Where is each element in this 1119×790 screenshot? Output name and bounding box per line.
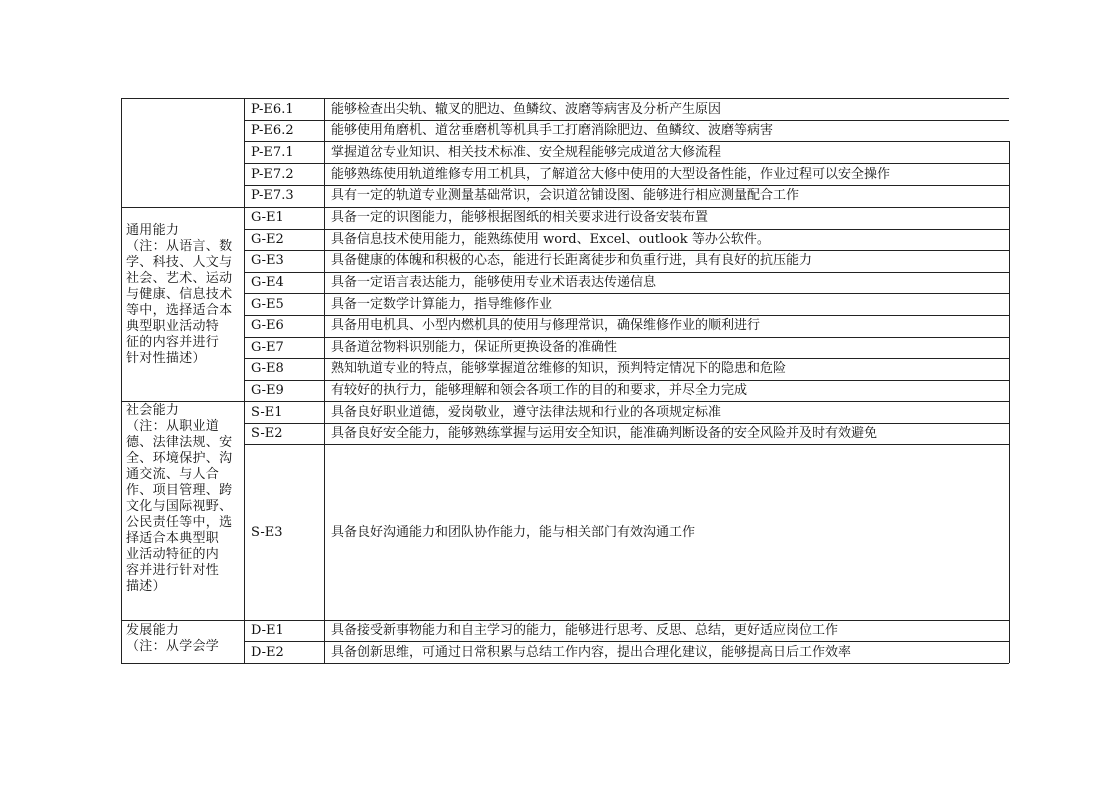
desc-cell: 具备信息技术使用能力，能熟练使用 word、Excel、outlook 等办公软件。: [331, 232, 770, 247]
code-cell: G-E2: [251, 232, 284, 247]
code-cell: G-E4: [251, 275, 284, 290]
code-cell: G-E9: [251, 383, 284, 398]
desc-cell: 具备道岔物料识别能力，保证所更换设备的准确性: [331, 340, 618, 355]
desc-cell: 熟知轨道专业的特点，能够掌握道岔维修的知识，预判特定情况下的隐患和危险: [331, 361, 787, 376]
code-cell: P-E7.3: [251, 188, 294, 203]
category-general: 通用能力 （注：从语言、数 学、科技、人文与 社会、艺术、运动 与健康、信息技术 等中，选择适合本 典型职业活动特 征的内容并进行 针对性描述）: [126, 223, 233, 366]
code-cell: G-E7: [251, 340, 284, 355]
desc-cell: 具备一定语言表达能力，能够使用专业术语表达传递信息: [331, 275, 657, 290]
code-cell: P-E7.1: [251, 145, 294, 160]
desc-cell: 具备健康的体魄和积极的心态，能进行长距离徒步和负重行进，具有良好的抗压能力: [331, 253, 813, 268]
desc-cell: 能够检查出尖轨、辙叉的肥边、鱼鳞纹、波磨等病害及分析产生原因: [331, 102, 722, 117]
code-cell: P-E7.2: [251, 167, 294, 182]
code-cell: S-E2: [251, 426, 283, 441]
code-cell: G-E3: [251, 253, 284, 268]
desc-cell: 能够熟练使用轨道维修专用工机具，了解道岔大修中使用的大型设备性能，作业过程可以安全操作: [331, 167, 891, 182]
code-cell: S-E3: [251, 525, 283, 540]
desc-cell: 具备良好安全能力，能够熟练掌握与运用安全知识，能准确判断设备的安全风险并及时有效避免: [331, 426, 878, 441]
code-cell: G-E6: [251, 318, 284, 333]
code-cell: S-E1: [251, 405, 283, 420]
code-cell: G-E5: [251, 297, 284, 312]
desc-cell: 具备良好职业道德，爱岗敬业，遵守法律法规和行业的各项规定标准: [331, 405, 722, 420]
desc-cell: 具备用电机具、小型内燃机具的使用与修理常识，确保维修作业的顺利进行: [331, 318, 761, 333]
code-cell: P-E6.2: [251, 123, 294, 138]
category-social: 社会能力 （注：从职业道 德、法律法规、安 全、环境保护、沟 通交流、与人合 作、项目管理、跨 文化与国际视野、 公民责任等中，选 择适合本典型职 业活动特征的内 容并进行针对性 描述）: [126, 403, 233, 594]
desc-cell: 具备一定的识图能力，能够根据图纸的相关要求进行设备安装布置: [331, 210, 709, 225]
code-cell: D-E2: [251, 645, 284, 660]
desc-cell: 具有一定的轨道专业测量基础常识，会识道岔铺设图、能够进行相应测量配合工作: [331, 188, 800, 203]
desc-cell: 具备创新思维，可通过日常积累与总结工作内容，提出合理化建议，能够提高日后工作效率: [331, 645, 852, 660]
code-cell: P-E6.1: [251, 102, 294, 117]
category-development: 发展能力 （注：从学会学: [126, 623, 220, 654]
code-cell: G-E8: [251, 361, 284, 376]
desc-cell: 具备良好沟通能力和团队协作能力，能与相关部门有效沟通工作: [331, 525, 696, 540]
desc-cell: 掌握道岔专业知识、相关技术标准、安全规程能够完成道岔大修流程: [331, 145, 722, 160]
desc-cell: 具备接受新事物能力和自主学习的能力，能够进行思考、反思、总结，更好适应岗位工作: [331, 623, 839, 638]
code-cell: G-E1: [251, 210, 284, 225]
desc-cell: 具备一定数学计算能力，指导维修作业: [331, 297, 553, 312]
desc-cell: 有较好的执行力，能够理解和领会各项工作的目的和要求，并尽全力完成: [331, 383, 748, 398]
desc-cell: 能够使用角磨机、道岔垂磨机等机具手工打磨消除肥边、鱼鳞纹、波磨等病害: [331, 123, 774, 138]
code-cell: D-E1: [251, 623, 284, 638]
